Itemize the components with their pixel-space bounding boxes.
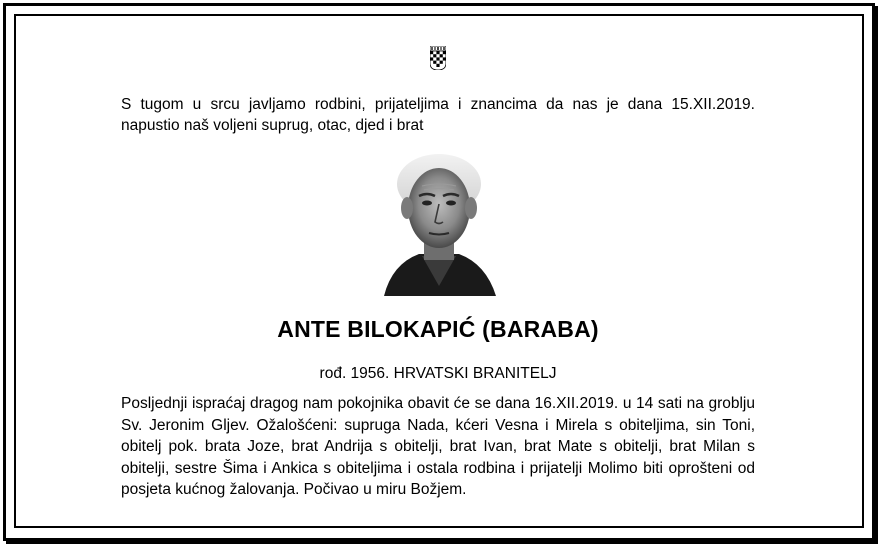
obituary-notice — [121, 0, 755, 545]
croatian-coat-of-arms-icon — [430, 46, 446, 70]
funeral-details-text: Posljednji ispraćaj dragog nam pokojnika obavit će se dana 16.XII.2019. u 14 sati na groblju Sv. Jeronim Gljev. Ožalošćeni: supruga Nada, kćeri Vesna i Mirela s obiteljima, sin Toni, obitelj pok. brata Joze, brat Andrija s obitelji, brat Ivan, brat Mate s obitelji, brat Milan s obitelji, sestre Šima i Ankica s obiteljima i ostala rodbina i prijatelji Molimo biti oprošteni od posjeta kućnog žalovanja. Počivao u miru Božjem. — [121, 395, 755, 498]
intro-text: S tugom u srcu javljamo rodbini, prijateljima i znancima da nas je dana 15.XII.2019. napustio naš voljeni suprug, otac, djed i brat — [121, 96, 755, 134]
deceased-name: ANTE BILOKAPIĆ (BARABA) — [277, 316, 599, 342]
portrait-photo — [374, 146, 504, 296]
birth-and-title: rođ. 1956. HRVATSKI BRANITELJ — [319, 365, 557, 382]
